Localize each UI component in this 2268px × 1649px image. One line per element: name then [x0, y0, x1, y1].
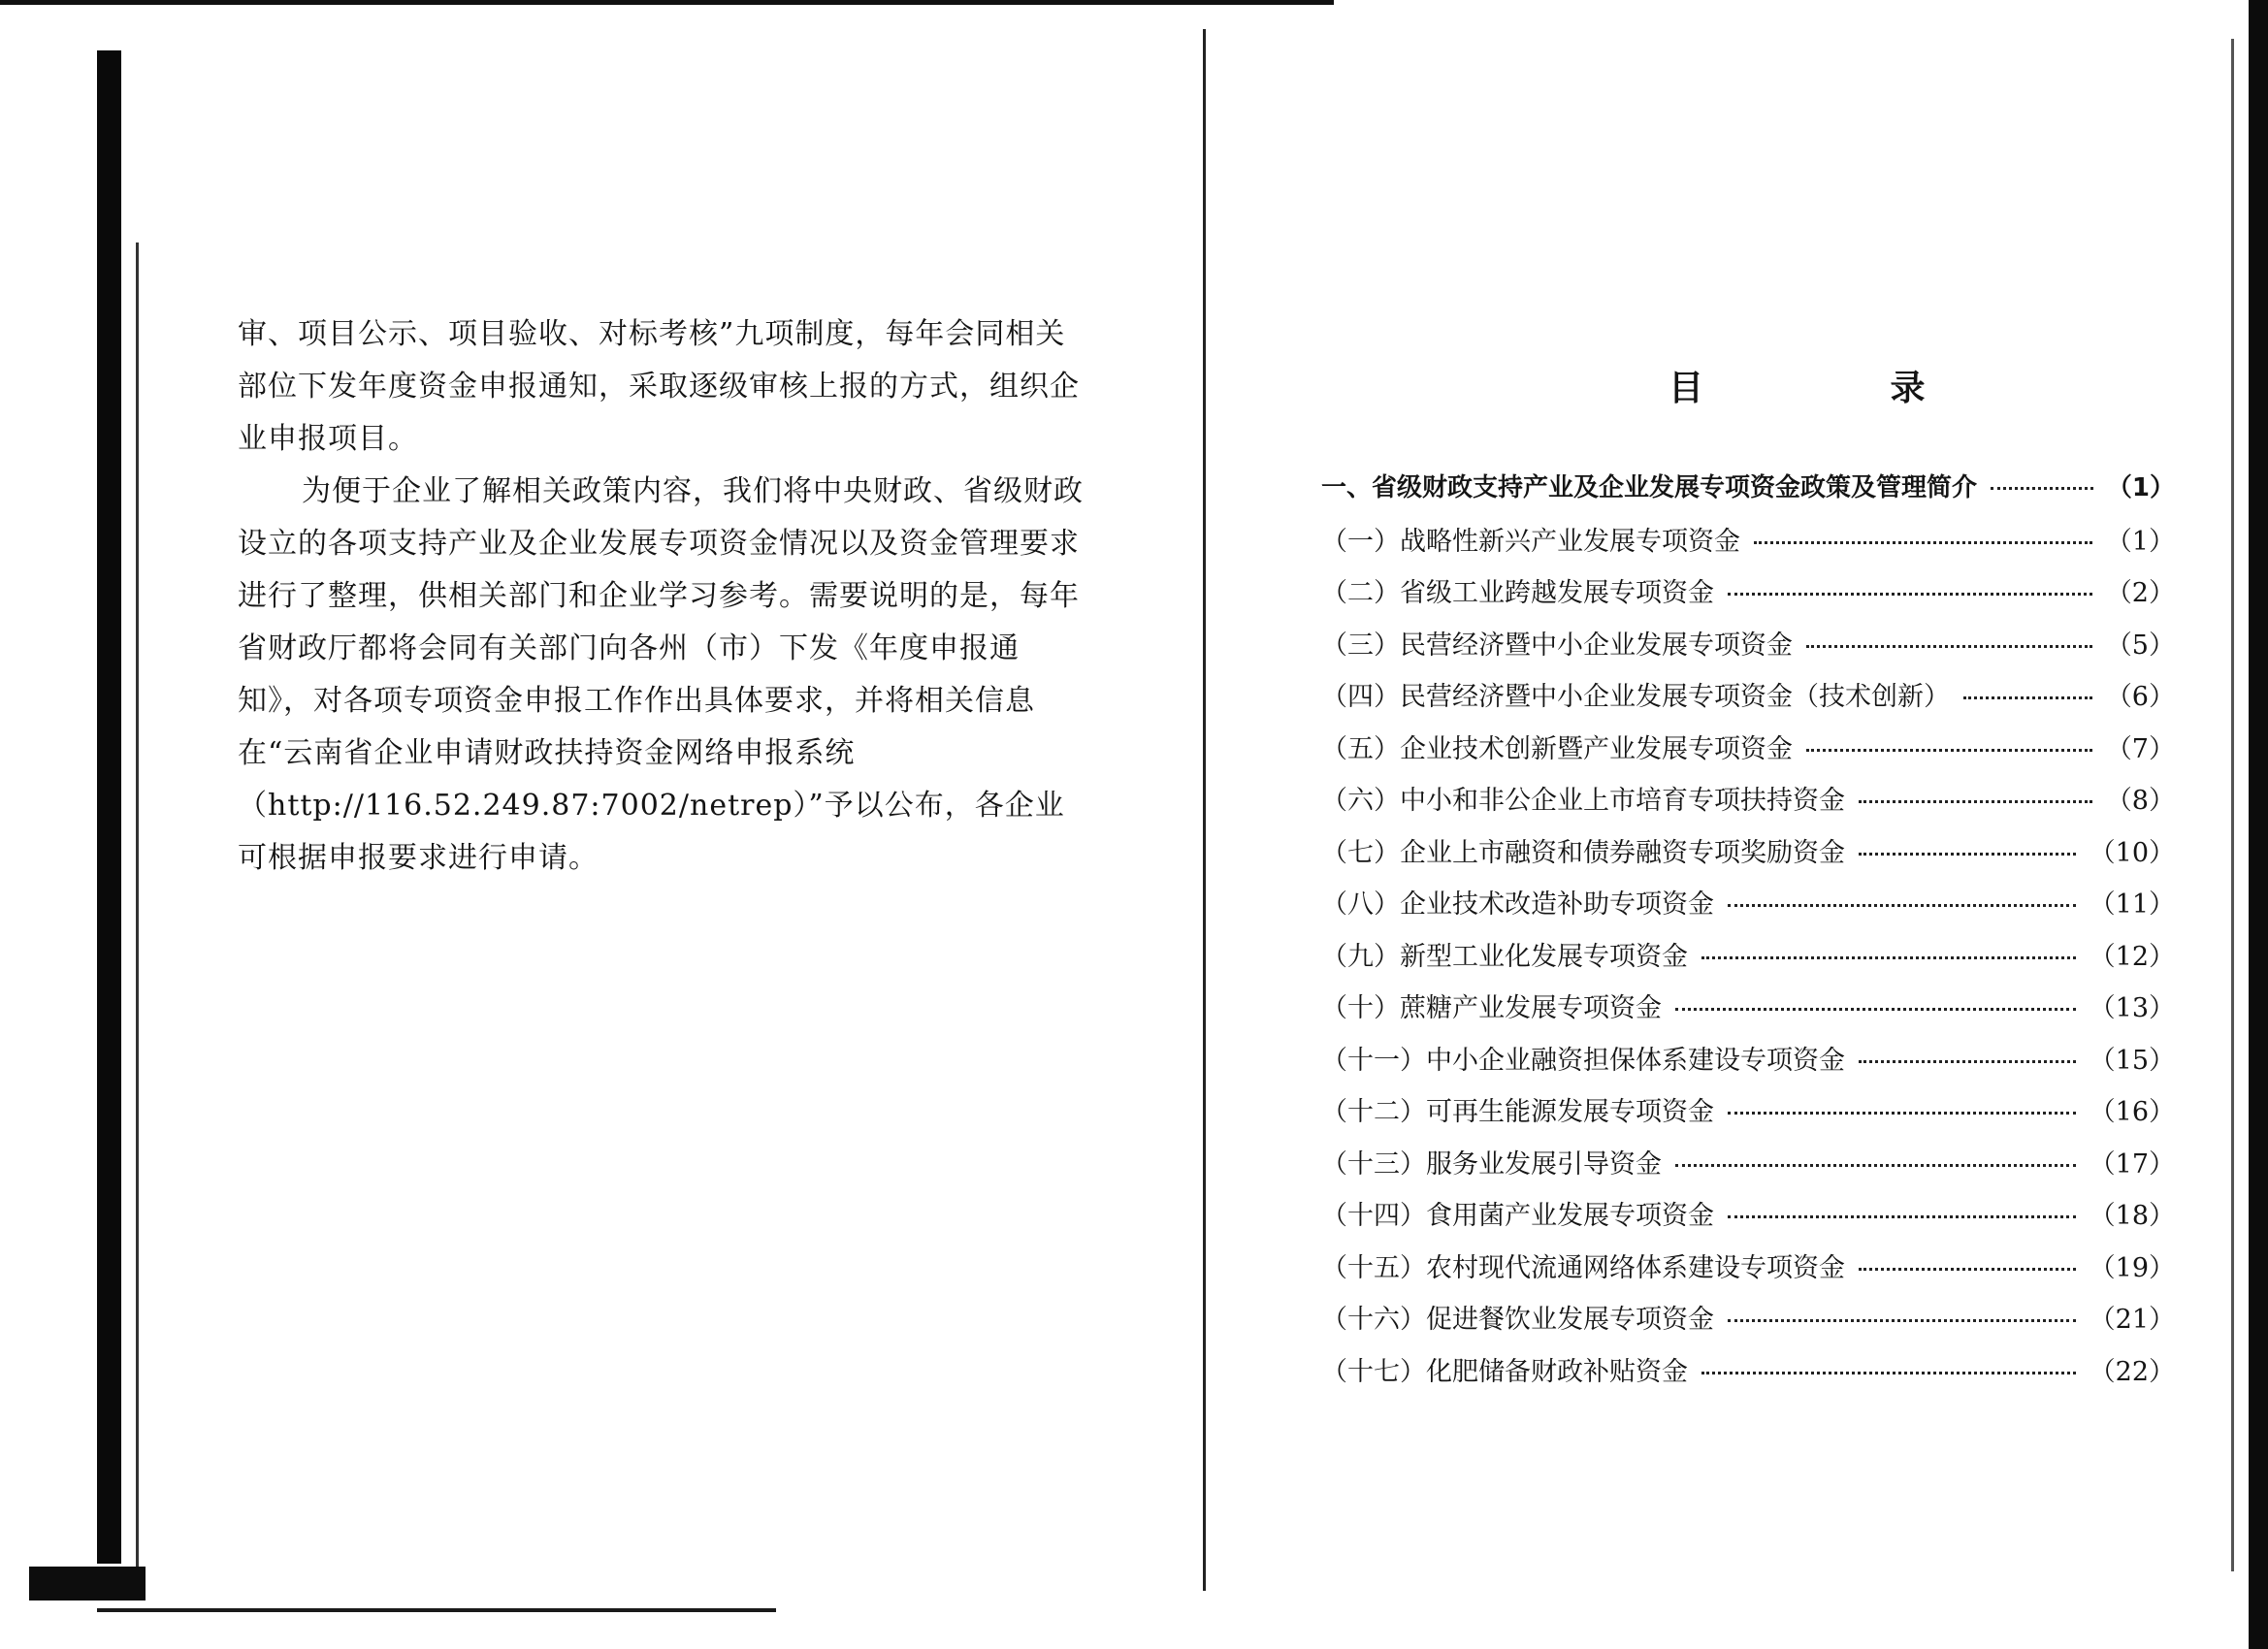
scan-right-line	[2231, 39, 2234, 1571]
scan-spine-line	[136, 242, 139, 1591]
toc-entry-page: （6）	[2105, 682, 2175, 712]
toc-entry[interactable]	[1321, 571, 2175, 624]
toc-leader-dots	[1859, 852, 2076, 856]
toc-entry-page: （22）	[2089, 1356, 2175, 1387]
toc-leader-dots	[1728, 1111, 2076, 1115]
toc-entry-page: （16）	[2089, 1097, 2175, 1127]
toc-entry-page: （10）	[2089, 837, 2175, 868]
toc-entry-label: （二）省级工业跨越发展专项资金	[1321, 578, 1714, 608]
toc-entry-page: （1）	[2106, 473, 2175, 502]
toc-title: 目 录	[1669, 369, 2013, 408]
left-page-body	[238, 308, 1091, 885]
toc-entry[interactable]	[1321, 1194, 2175, 1246]
scan-top-border	[0, 0, 1334, 5]
toc-entry-label: （三）民营经济暨中小企业发展专项资金	[1321, 630, 1793, 661]
toc-entry[interactable]	[1321, 728, 2175, 780]
toc-leader-dots	[1991, 486, 2093, 490]
toc-entry-page: （1）	[2105, 526, 2175, 557]
toc-leader-dots	[1728, 903, 2076, 907]
toc-leader-dots	[1675, 1007, 2076, 1011]
toc-leader-dots	[1806, 644, 2092, 648]
toc-entry[interactable]	[1321, 986, 2175, 1039]
toc-entry[interactable]	[1321, 831, 2175, 884]
toc-entry[interactable]	[1321, 1298, 2175, 1350]
toc-leader-dots	[1806, 748, 2092, 752]
toc-leader-dots	[1963, 695, 2092, 699]
toc-entry[interactable]	[1321, 883, 2175, 935]
toc-entry-page: （19）	[2089, 1252, 2175, 1283]
page-gutter	[1203, 29, 1206, 1591]
toc-leader-dots	[1728, 1214, 2076, 1218]
toc-entry[interactable]	[1321, 1246, 2175, 1299]
toc-entry-page: （2）	[2105, 578, 2175, 608]
toc-entry-label: （七）企业上市融资和债券融资专项奖励资金	[1321, 837, 1845, 868]
toc-leader-dots	[1728, 1318, 2076, 1322]
toc-entry-label: （五）企业技术创新暨产业发展专项资金	[1321, 733, 1793, 764]
toc-entry-page: （15）	[2089, 1045, 2175, 1076]
toc-entry-label: （六）中小和非公企业上市培育专项扶持资金	[1321, 786, 1845, 816]
body-paragraph: 审、项目公示、项目验收、对标考核”九项制度，每年会同相关部位下发年度资金申报通知，采取逐级审核上报的方式，组织企业申报项目。	[238, 317, 1080, 456]
toc-entry-page: （17）	[2089, 1148, 2175, 1180]
toc-leader-dots	[1859, 1267, 2076, 1271]
toc-entry-label: （八）企业技术改造补助专项资金	[1321, 889, 1714, 920]
toc-entry[interactable]	[1321, 1143, 2175, 1195]
scan-spine-shadow	[97, 50, 121, 1564]
toc-entry-label: （九）新型工业化发展专项资金	[1321, 941, 1688, 972]
toc-entry-page: （13）	[2089, 993, 2175, 1023]
toc-entry[interactable]	[1321, 468, 2175, 520]
toc-entry-label: （十四）食用菌产业发展专项资金	[1321, 1201, 1714, 1231]
toc-entry-label: 一、省级财政支持产业及企业发展专项资金政策及管理简介	[1321, 473, 1978, 502]
body-paragraph: 为便于企业了解相关政策内容，我们将中央财政、省级财政设立的各项支持产业及企业发展专项资金情况以及资金管理要求进行了整理，供相关部门和企业学习参考。需要说明的是，每年省财政厅都将会同有关部门向各州（市）下发《年度申报通知》，对各项专项资金申报工作作出具体要求，并将相关信息在“云南省企业申请财政扶持资金网络申报系统（http://116.52.249.87:7002/netrep）”予以公布，各企业可根据申报要求进行申请。	[238, 474, 1084, 875]
toc-entry-page: （12）	[2089, 941, 2175, 972]
toc-leader-dots	[1701, 955, 2076, 959]
toc-entry-label: （十五）农村现代流通网络体系建设专项资金	[1321, 1252, 1845, 1283]
toc-entry-label: （十二）可再生能源发展专项资金	[1321, 1097, 1714, 1127]
toc-entry-page: （21）	[2089, 1305, 2175, 1335]
toc-leader-dots	[1859, 799, 2092, 803]
toc-entry-label: （十三）服务业发展引导资金	[1321, 1148, 1662, 1180]
toc-entry-page: （8）	[2105, 786, 2175, 816]
toc-entry-label: （十七）化肥储备财政补贴资金	[1321, 1356, 1688, 1387]
toc-entry[interactable]	[1321, 1039, 2175, 1091]
toc-leader-dots	[1675, 1163, 2076, 1167]
toc-entry-page: （5）	[2105, 630, 2175, 661]
toc-entry-label: （十六）促进餐饮业发展专项资金	[1321, 1305, 1714, 1335]
toc-entry-label: （四）民营经济暨中小企业发展专项资金（技术创新）	[1321, 682, 1950, 712]
table-of-contents	[1321, 468, 2175, 1402]
toc-leader-dots	[1728, 592, 2092, 596]
toc-entry-page: （18）	[2089, 1201, 2175, 1231]
toc-entry-page: （7）	[2105, 733, 2175, 764]
scan-bottom-edge	[97, 1608, 776, 1612]
scan-right-edge	[2249, 0, 2268, 1649]
toc-entry[interactable]	[1321, 1090, 2175, 1143]
scan-smudge	[29, 1567, 146, 1600]
toc-entry-page: （11）	[2089, 889, 2175, 920]
toc-leader-dots	[1701, 1371, 2076, 1374]
toc-entry[interactable]	[1321, 1350, 2175, 1403]
toc-entry[interactable]	[1321, 779, 2175, 831]
toc-entry-label: （十）蔗糖产业发展专项资金	[1321, 993, 1662, 1023]
toc-entry[interactable]	[1321, 675, 2175, 728]
toc-leader-dots	[1859, 1059, 2076, 1063]
toc-entry-label: （一）战略性新兴产业发展专项资金	[1321, 526, 1740, 557]
toc-entry[interactable]	[1321, 520, 2175, 572]
toc-entry-label: （十一）中小企业融资担保体系建设专项资金	[1321, 1045, 1845, 1076]
toc-entry[interactable]	[1321, 935, 2175, 987]
toc-entry[interactable]	[1321, 624, 2175, 676]
toc-leader-dots	[1754, 540, 2092, 544]
